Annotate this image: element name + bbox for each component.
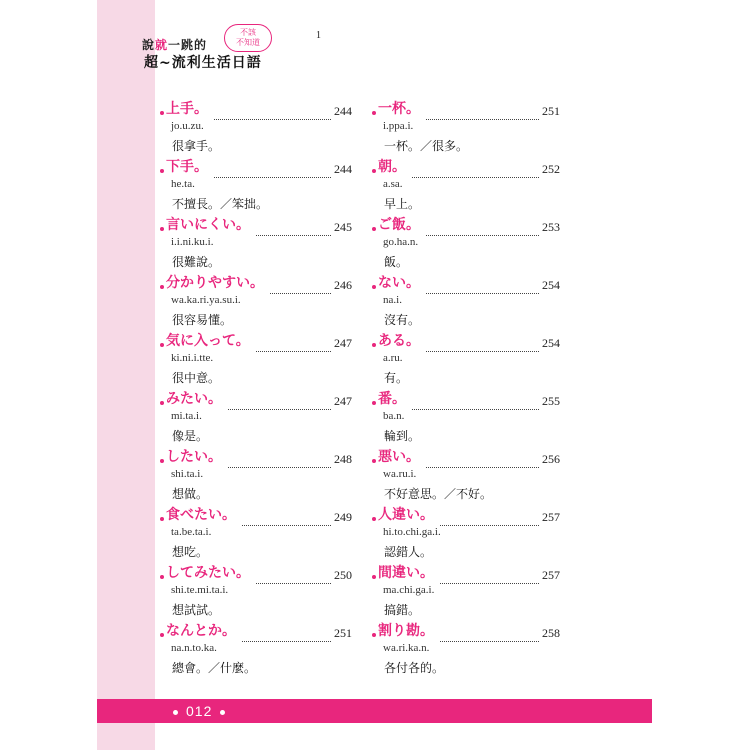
logo-tagline: 說就一跳的 bbox=[142, 38, 208, 52]
bullet-icon bbox=[372, 227, 376, 231]
entry-page: 253 bbox=[542, 220, 560, 234]
entry-meaning: 搞錯。 bbox=[384, 603, 421, 617]
entry-phrase: 間違い。 bbox=[378, 565, 434, 581]
entry-romaji: mi.ta.i. bbox=[171, 410, 202, 422]
entry-meaning: 很中意。 bbox=[172, 371, 221, 385]
entry-phrase: 割り勘。 bbox=[378, 623, 434, 639]
dot-leader bbox=[426, 221, 539, 236]
dot-leader bbox=[256, 221, 331, 236]
entry-item bbox=[372, 96, 572, 154]
entry-romaji: wa.ru.i. bbox=[383, 468, 417, 480]
entry-phrase: 悪い。 bbox=[378, 449, 420, 465]
dot-leader bbox=[412, 163, 539, 178]
entry-meaning: 各付各的。 bbox=[384, 661, 445, 675]
book-title: 超~流利生活日語 bbox=[144, 55, 262, 71]
entry-meaning: 很容易懂。 bbox=[172, 313, 233, 327]
bullet-icon bbox=[372, 633, 376, 637]
entry-meaning: 飯。 bbox=[384, 255, 409, 269]
bullet-icon bbox=[160, 343, 164, 347]
entry-item bbox=[372, 270, 572, 328]
entry-romaji: ba.n. bbox=[383, 410, 405, 422]
entry-romaji: wa.ri.ka.n. bbox=[383, 642, 430, 654]
dot-icon bbox=[220, 710, 225, 715]
entry-page: 251 bbox=[334, 626, 352, 640]
entry-page: 247 bbox=[334, 336, 352, 350]
bullet-icon bbox=[372, 401, 376, 405]
entry-phrase: なんとか。 bbox=[166, 623, 236, 639]
bullet-icon bbox=[372, 575, 376, 579]
bullet-icon bbox=[160, 285, 164, 289]
bullet-icon bbox=[160, 575, 164, 579]
entry-meaning: 想做。 bbox=[172, 487, 209, 501]
entry-phrase: 言いにくい。 bbox=[166, 217, 250, 233]
entry-phrase: ある。 bbox=[378, 333, 420, 349]
entry-page: 244 bbox=[334, 104, 352, 118]
entry-romaji: ta.be.ta.i. bbox=[171, 526, 212, 538]
entry-phrase: 下手。 bbox=[166, 159, 208, 175]
entry-page: 254 bbox=[542, 336, 560, 350]
entry-item bbox=[372, 560, 572, 618]
bullet-icon bbox=[372, 111, 376, 115]
entry-item bbox=[372, 328, 572, 386]
dot-leader bbox=[440, 627, 539, 642]
dot-leader bbox=[426, 337, 539, 352]
dot-leader bbox=[242, 511, 331, 526]
entry-page: 257 bbox=[542, 510, 560, 524]
dot-leader bbox=[412, 395, 539, 410]
dot-leader bbox=[214, 105, 331, 120]
entry-romaji: na.n.to.ka. bbox=[171, 642, 217, 654]
entry-page: 258 bbox=[542, 626, 560, 640]
bullet-icon bbox=[372, 169, 376, 173]
entry-page: 245 bbox=[334, 220, 352, 234]
entry-romaji: a.sa. bbox=[383, 178, 403, 190]
entry-romaji: i.ppa.i. bbox=[383, 120, 414, 132]
dot-leader bbox=[426, 279, 539, 294]
entry-romaji: i.i.ni.ku.i. bbox=[171, 236, 214, 248]
dot-leader bbox=[228, 453, 331, 468]
dot-leader bbox=[270, 279, 331, 294]
bullet-icon bbox=[372, 517, 376, 521]
entry-romaji: he.ta. bbox=[171, 178, 195, 190]
entry-meaning: 早上。 bbox=[384, 197, 421, 211]
entry-item bbox=[160, 270, 360, 328]
dot-leader bbox=[214, 163, 331, 178]
entry-page: 247 bbox=[334, 394, 352, 408]
dot-leader bbox=[440, 511, 539, 526]
bullet-icon bbox=[160, 169, 164, 173]
right-entry-column bbox=[372, 96, 572, 676]
entry-phrase: したい。 bbox=[166, 449, 222, 465]
entry-item bbox=[160, 618, 360, 676]
page-number: 012 bbox=[165, 700, 233, 722]
entry-phrase: 朝。 bbox=[378, 159, 406, 175]
entry-phrase: 分かりやすい。 bbox=[166, 275, 264, 291]
bullet-icon bbox=[160, 517, 164, 521]
entry-item bbox=[372, 444, 572, 502]
entry-phrase: 食べたい。 bbox=[166, 507, 236, 523]
bullet-icon bbox=[160, 227, 164, 231]
entry-meaning: 想吃。 bbox=[172, 545, 209, 559]
entry-romaji: shi.te.mi.ta.i. bbox=[171, 584, 229, 596]
entry-romaji: hi.to.chi.ga.i. bbox=[383, 526, 441, 538]
entry-item bbox=[372, 154, 572, 212]
entry-romaji: a.ru. bbox=[383, 352, 403, 364]
entry-item bbox=[160, 444, 360, 502]
entry-page: 248 bbox=[334, 452, 352, 466]
dot-leader bbox=[228, 395, 331, 410]
dot-leader bbox=[426, 453, 539, 468]
entry-phrase: 上手。 bbox=[166, 101, 208, 117]
entry-phrase: してみたい。 bbox=[166, 565, 250, 581]
bullet-icon bbox=[372, 285, 376, 289]
corner-mark: 1 bbox=[316, 30, 321, 41]
bullet-icon bbox=[160, 459, 164, 463]
entry-item bbox=[160, 386, 360, 444]
entry-item bbox=[160, 96, 360, 154]
entry-item bbox=[372, 618, 572, 676]
entry-page: 250 bbox=[334, 568, 352, 582]
entry-page: 244 bbox=[334, 162, 352, 176]
entry-meaning: 像是。 bbox=[172, 429, 209, 443]
entry-page: 251 bbox=[542, 104, 560, 118]
entry-item bbox=[160, 154, 360, 212]
book-logo bbox=[142, 24, 282, 72]
entry-item bbox=[372, 386, 572, 444]
dot-leader bbox=[256, 337, 331, 352]
page-side-band bbox=[97, 0, 155, 750]
entry-romaji: jo.u.zu. bbox=[171, 120, 204, 132]
entry-meaning: 沒有。 bbox=[384, 313, 421, 327]
bullet-icon bbox=[160, 633, 164, 637]
entry-romaji: ma.chi.ga.i. bbox=[383, 584, 435, 596]
entry-page: 254 bbox=[542, 278, 560, 292]
entry-romaji: wa.ka.ri.ya.su.i. bbox=[171, 294, 241, 306]
entry-page: 255 bbox=[542, 394, 560, 408]
entry-phrase: みたい。 bbox=[166, 391, 222, 407]
bullet-icon bbox=[160, 111, 164, 115]
entry-phrase: ない。 bbox=[378, 275, 420, 291]
entry-meaning: 不好意思。／不好。 bbox=[384, 487, 493, 501]
entry-item bbox=[160, 328, 360, 386]
entry-phrase: 気に入って。 bbox=[166, 333, 250, 349]
entry-meaning: 有。 bbox=[384, 371, 409, 385]
entry-page: 249 bbox=[334, 510, 352, 524]
entry-page: 256 bbox=[542, 452, 560, 466]
dot-leader bbox=[440, 569, 539, 584]
entry-page: 252 bbox=[542, 162, 560, 176]
entry-page: 257 bbox=[542, 568, 560, 582]
entry-romaji: shi.ta.i. bbox=[171, 468, 204, 480]
entry-phrase: ご飯。 bbox=[378, 217, 420, 233]
entry-meaning: 總會。／什麼。 bbox=[172, 661, 257, 675]
entry-phrase: 一杯。 bbox=[378, 101, 420, 117]
entry-meaning: 認錯人。 bbox=[384, 545, 433, 559]
entry-romaji: go.ha.n. bbox=[383, 236, 419, 248]
dot-leader bbox=[256, 569, 331, 584]
dot-leader bbox=[242, 627, 331, 642]
entry-page: 246 bbox=[334, 278, 352, 292]
entry-romaji: ki.ni.i.tte. bbox=[171, 352, 214, 364]
entry-meaning: 一杯。／很多。 bbox=[384, 139, 469, 153]
entry-item bbox=[160, 212, 360, 270]
entry-meaning: 想試試。 bbox=[172, 603, 221, 617]
entry-item bbox=[160, 502, 360, 560]
dot-icon bbox=[173, 710, 178, 715]
entry-meaning: 很拿手。 bbox=[172, 139, 221, 153]
bullet-icon bbox=[160, 401, 164, 405]
entry-phrase: 人違い。 bbox=[378, 507, 434, 523]
left-entry-column bbox=[160, 96, 360, 676]
entry-item bbox=[372, 212, 572, 270]
entry-item bbox=[160, 560, 360, 618]
entry-meaning: 不擅長。／笨拙。 bbox=[172, 197, 269, 211]
entry-meaning: 很難說。 bbox=[172, 255, 221, 269]
bullet-icon bbox=[372, 459, 376, 463]
logo-speech-bubble: 不該 不知道 bbox=[224, 24, 272, 52]
entry-phrase: 番。 bbox=[378, 391, 406, 407]
dot-leader bbox=[426, 105, 539, 120]
entry-meaning: 輪到。 bbox=[384, 429, 421, 443]
entry-romaji: na.i. bbox=[383, 294, 402, 306]
entry-item bbox=[372, 502, 572, 560]
bullet-icon bbox=[372, 343, 376, 347]
